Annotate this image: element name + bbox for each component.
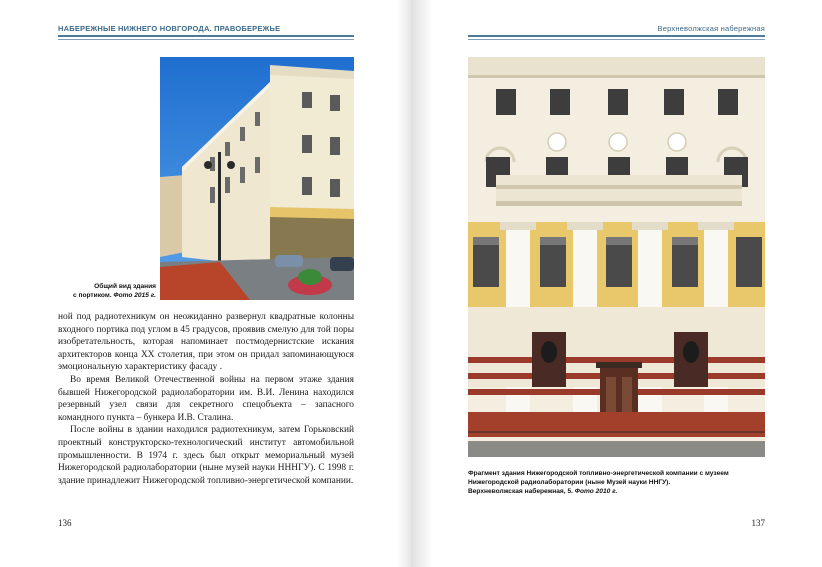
gutter-shadow-left	[397, 0, 411, 567]
gutter-shadow-right	[411, 0, 433, 567]
paragraph: После войны в здании находился радиотехникум, затем Горьковский проектный конструкторско-технологический институт автомобильной промышленности. В 1974 г. здесь был открыт мемориальный музей Нижегородской радиолаборатории (ныне музей науки НННГУ). С 1998 г. здание принадлежит Нижегородской топливно-энергетической компании.	[58, 425, 354, 486]
photo-caption-right	[468, 469, 765, 496]
page-number-right: 137	[751, 518, 765, 528]
museum-facade-image	[468, 57, 765, 457]
museum-facade-photo	[468, 57, 765, 457]
caption-line: с портиком. Фото 2015 г.	[72, 292, 156, 299]
paragraph: Во время Великой Отечественной войны на первом этаже здания бывшей Нижегородской радиолаборатории им. В.И. Ленина находился резервный узел связи для секретного спецобъекта – запасного командного пункта – бункера И.В. Сталина.	[58, 374, 354, 423]
caption-line: Общий вид здания	[94, 283, 156, 290]
header-rule	[58, 35, 354, 37]
running-header-left: НАБЕРЕЖНЫЕ НИЖНЕГО НОВГОРОДА. ПРАВОБЕРЕЖЬЕ	[58, 24, 281, 33]
running-header-right: Верхневолжская набережная	[657, 24, 765, 33]
right-page	[411, 0, 822, 567]
caption-line: Фрагмент здания Нижегородской топливно-энергетической компании с музеем	[468, 470, 729, 477]
caption-line: Верхневолжская набережная, 5. Фото 2010 г.	[468, 488, 618, 495]
header-rule-thin	[468, 39, 765, 40]
caption-line: Нижегородской радиолаборатории (ныне Музей науки ННГУ).	[468, 479, 671, 486]
building-photo-image	[160, 57, 354, 300]
caption-credit: Фото 2015 г.	[113, 292, 156, 299]
building-photo	[160, 57, 354, 300]
photo-caption-left	[58, 282, 156, 300]
paragraph: ной под радиотехникум он неожиданно развернул квадратные колонны входного портика под углом в 45 градусов, проявив смелую для той поры изобретательность, которая напоминает постмодернистские искания архитекторов конца XX столетия, при этом он придал запоминающуюся эмоциональную характеристику фасаду .	[58, 312, 354, 373]
header-rule-thin	[58, 39, 354, 40]
page-number-left: 136	[58, 518, 72, 528]
header-rule	[468, 35, 765, 37]
caption-credit: Фото 2010 г.	[574, 488, 618, 495]
body-text	[58, 311, 354, 487]
